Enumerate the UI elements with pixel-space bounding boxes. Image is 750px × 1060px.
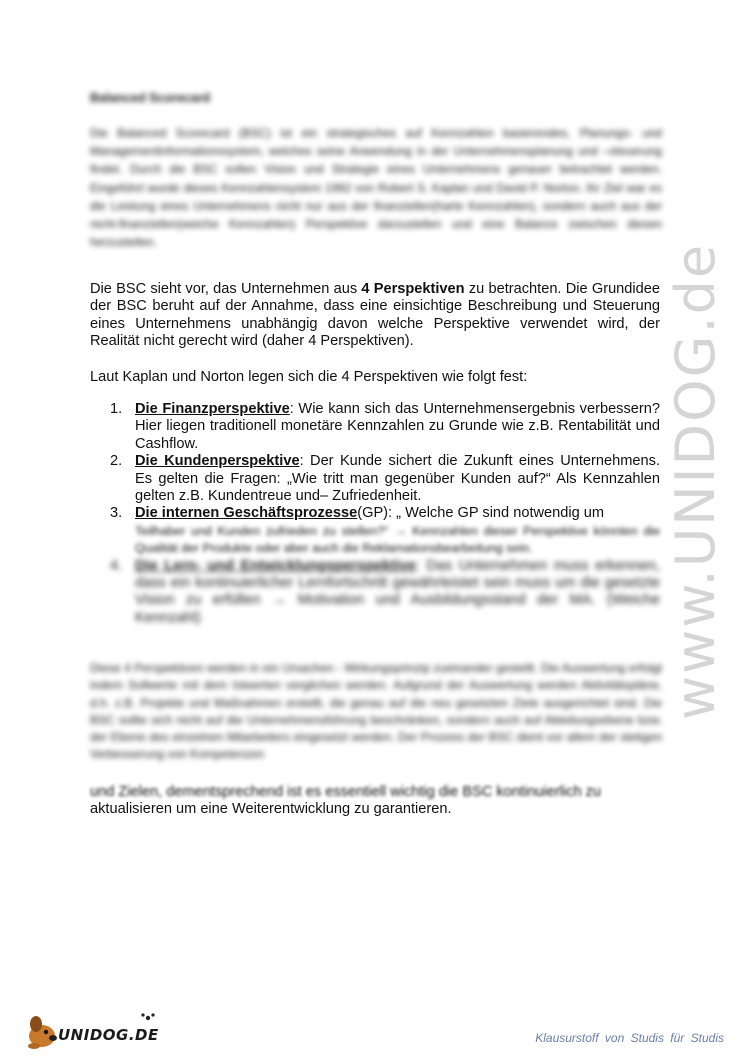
list-item-finance <box>110 401 660 453</box>
term-learning: Die Lern- und Entwicklungsperspektive <box>135 557 416 574</box>
perspectives-list <box>110 401 660 627</box>
closing-paragraph-end <box>90 784 660 819</box>
footer-slogan: Klausurstoff von Studis für Studis <box>535 1031 724 1045</box>
watermark-text: www.UNIDOG.de <box>664 242 727 720</box>
paragraph-perspectives-start: Die BSC sieht vor, das Unternehmen aus <box>90 281 362 297</box>
closing-smeared-line: und Zielen, dementsprechend ist es essentiell wichtig die BSC kontinuierlich zu <box>90 784 602 800</box>
list-number: 3. <box>110 505 123 522</box>
list-number: 2. <box>110 453 123 470</box>
list-item-customer <box>110 453 660 505</box>
list-item-processes <box>110 505 660 557</box>
paragraph-perspectives-end: zu betrachten. Die Grundidee der BSC beruht auf der Annahme, dass eine einsichtige Beschreibung und Steuerung eines Unternehmens unabhängig davon welche Perspektive verwendet wird, der Realität nicht gerecht wird (daher 4 Perspektiven). <box>90 281 661 350</box>
four-perspectives-bold: 4 Perspektiven <box>361 281 465 297</box>
unidog-logo-text: UNIDOG.DE <box>58 1026 159 1044</box>
term-finance: Die Finanzperspektive <box>135 401 290 417</box>
paragraph-perspectives <box>90 281 660 351</box>
paragraph-kaplan-norton: Laut Kaplan und Norton legen sich die 4 Perspektiven wie folgt fest: <box>90 369 528 385</box>
document-title: Balanced Scorecard <box>90 91 211 105</box>
desc-processes: (GP): „ Welche GP sind notwendig um <box>357 505 605 522</box>
closing-last-line: aktualisieren um eine Weiterentwicklung zu garantieren. <box>90 801 452 818</box>
list-item-learning <box>110 558 660 628</box>
term-processes: Die internen Geschäftsprozesse <box>135 505 358 522</box>
desc-finance: : Wie kann sich das Unternehmensergebnis verbessern? Hier liegen traditionell monetäre Kennzahlen zu Grunde wie z.B. Rentabilität und Cashflow. <box>135 401 660 452</box>
term-customer: Die Kundenperspektive <box>135 453 300 470</box>
closing-paragraph-blurred: Diese 4 Perspektiven werden in ein Ursachen - Wirkungsprinzip zueinander gestellt. Die Auswertung erfolgt indem Sollwerte mit dem Istwerten verglichen werden. Aufgrund der Auswertung werden Aktivitätspläne, d.h. z.B. Projekte und Maßnahmen erstellt, die genau auf die neu gesetzten Ziele ausgerichtet sind. Die BSC sollte sich nicht auf die Unternehmensführung beschränken, sondern auch auf Abteilungsebene bzw. der Ebene des einzelnen Mitarbeiters eingesetzt werden. Der Prozess der BSC dient vor allem der stetigen Verbesserung von Kompetenzen <box>90 661 662 762</box>
list-number: 1. <box>110 401 123 417</box>
desc-learning: : Das Unternehmen muss erkennen, dass ein kontinuierlicher Lernfortschritt gewährleistet sein muss um die gesetzte Vision zu erfüllen → Motivation und Ausbildungsstand der MA. (Weiche Kennzahl) <box>135 557 660 626</box>
desc-processes-blurred: Teilhaber und Kunden zufrieden zu stellen?“ → Kennzahlen dieser Perspektive könnten die Qualität der Produkte oder aber auch die Reklamationsbearbeitung sein. <box>135 523 660 556</box>
list-number: 4. <box>110 557 123 574</box>
desc-customer: : Der Kunde sichert die Zukunft eines Unternehmens. Es gelten die Fragen: „Wie tritt man gegenüber Kunden auf?“ Als Kennzahlen gelten z.B. Kundentreue und– Zufriedenheit. <box>135 453 660 505</box>
intro-paragraph: Die Balanced Scorecard (BSC) ist ein strategisches auf Kennzahlen basierendes, Planungs- und Managementinformationssystem, welches seine Anwendung in der Unternehmensplanung und –steuerung findet. Durch die BSC sollen Vision und Strategie eines Unternehmens genauer betrachtet werden. Eingeführt wurde dieses Kennzahlensystem 1992 von Robert S. Kaplan und David P. Norton. Ihr Ziel war es die Leistung eines Unternehmens nicht nur aus der finanziellen(harte Kennzahlen), sondern auch aus der nicht-finanziellen(weiche Kennzahlen) Perspektive darzustellen und eine Balance zwischen diesen herzustellen. <box>90 126 662 250</box>
